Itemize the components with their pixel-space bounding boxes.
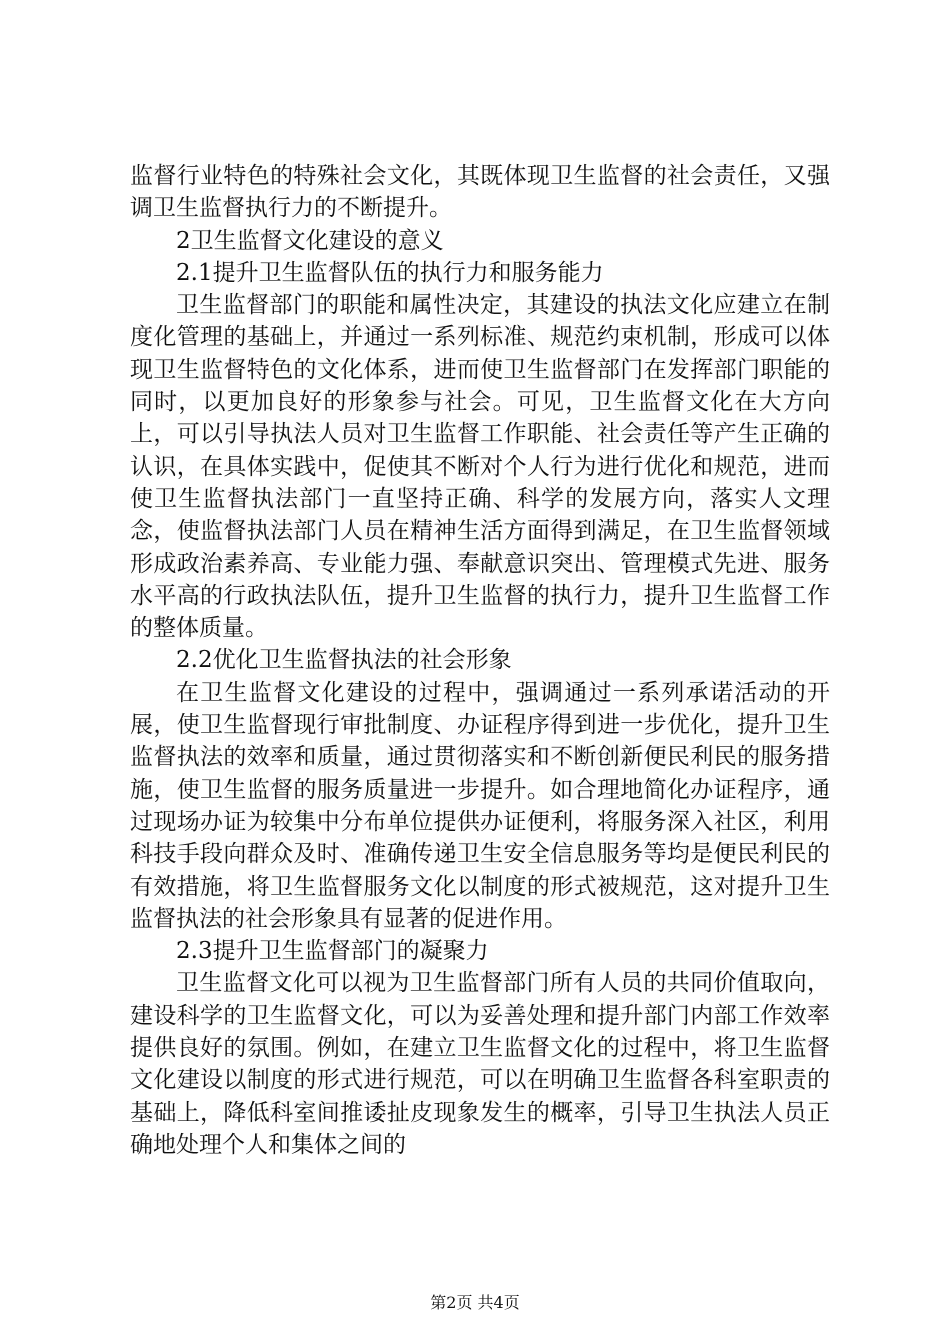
document-body bbox=[130, 160, 830, 1161]
subsection-heading-2-3: 2.3提升卫生监督部门的凝聚力 bbox=[176, 938, 489, 965]
section-heading-2: 2卫生监督文化建设的意义 bbox=[176, 227, 444, 254]
paragraph-continuation: 监督行业特色的特殊社会文化，其既体现卫生监督的社会责任，又强调卫生监督执行力的不断提升。 bbox=[130, 163, 830, 222]
subsection-heading-2-1: 2.1提升卫生监督队伍的执行力和服务能力 bbox=[176, 259, 604, 286]
paragraph-2-3: 卫生监督文化可以视为卫生监督部门所有人员的共同价值取向，建设科学的卫生监督文化，可以为妥善处理和提升部门内部工作效率提供良好的氛围。例如，在建立卫生监督文化的过程中，将卫生监督文化建设以制度的形式进行规范，可以在明确卫生监督各科室职责的基础上，降低科室间推诿扯皮现象发生的概率，引导卫生执法人员正确地处理个人和集体之间的 bbox=[130, 970, 830, 1158]
paragraph-2-2: 在卫生监督文化建设的过程中，强调通过一系列承诺活动的开展，使卫生监督现行审批制度、办证程序得到进一步优化，提升卫生监督执法的效率和质量，通过贯彻落实和不断创新便民利民的服务措施，使卫生监督的服务质量进一步提升。如合理地简化办证程序，通过现场办证为较集中分布单位提供办证便利，将服务深入社区，利用科技手段向群众及时、准确传递卫生安全信息服务等均是便民利民的有效措施，将卫生监督服务文化以制度的形式被规范，这对提升卫生监督执法的社会形象具有显著的促进作用。 bbox=[130, 679, 830, 932]
page-footer: 第2页 共4页 bbox=[430, 1293, 520, 1312]
paragraph-2-1: 卫生监督部门的职能和属性决定，其建设的执法文化应建立在制度化管理的基础上，并通过一系列标准、规范约束机制，形成可以体现卫生监督特色的文化体系，进而使卫生监督部门在发挥部门职能的同时，以更加良好的形象参与社会。可见，卫生监督文化在大方向上，可以引导执法人员对卫生监督工作职能、社会责任等产生正确的认识，在具体实践中，促使其不断对个人行为进行优化和规范，进而使卫生监督执法部门一直坚持正确、科学的发展方向，落实人文理念，使监督执法部门人员在精神生活方面得到满足，在卫生监督领域形成政治素养高、专业能力强、奉献意识突出、管理模式先进、服务水平高的行政执法队伍，提升卫生监督的执行力，提升卫生监督工作的整体质量。 bbox=[130, 292, 830, 642]
subsection-heading-2-2: 2.2优化卫生监督执法的社会形象 bbox=[176, 647, 512, 674]
